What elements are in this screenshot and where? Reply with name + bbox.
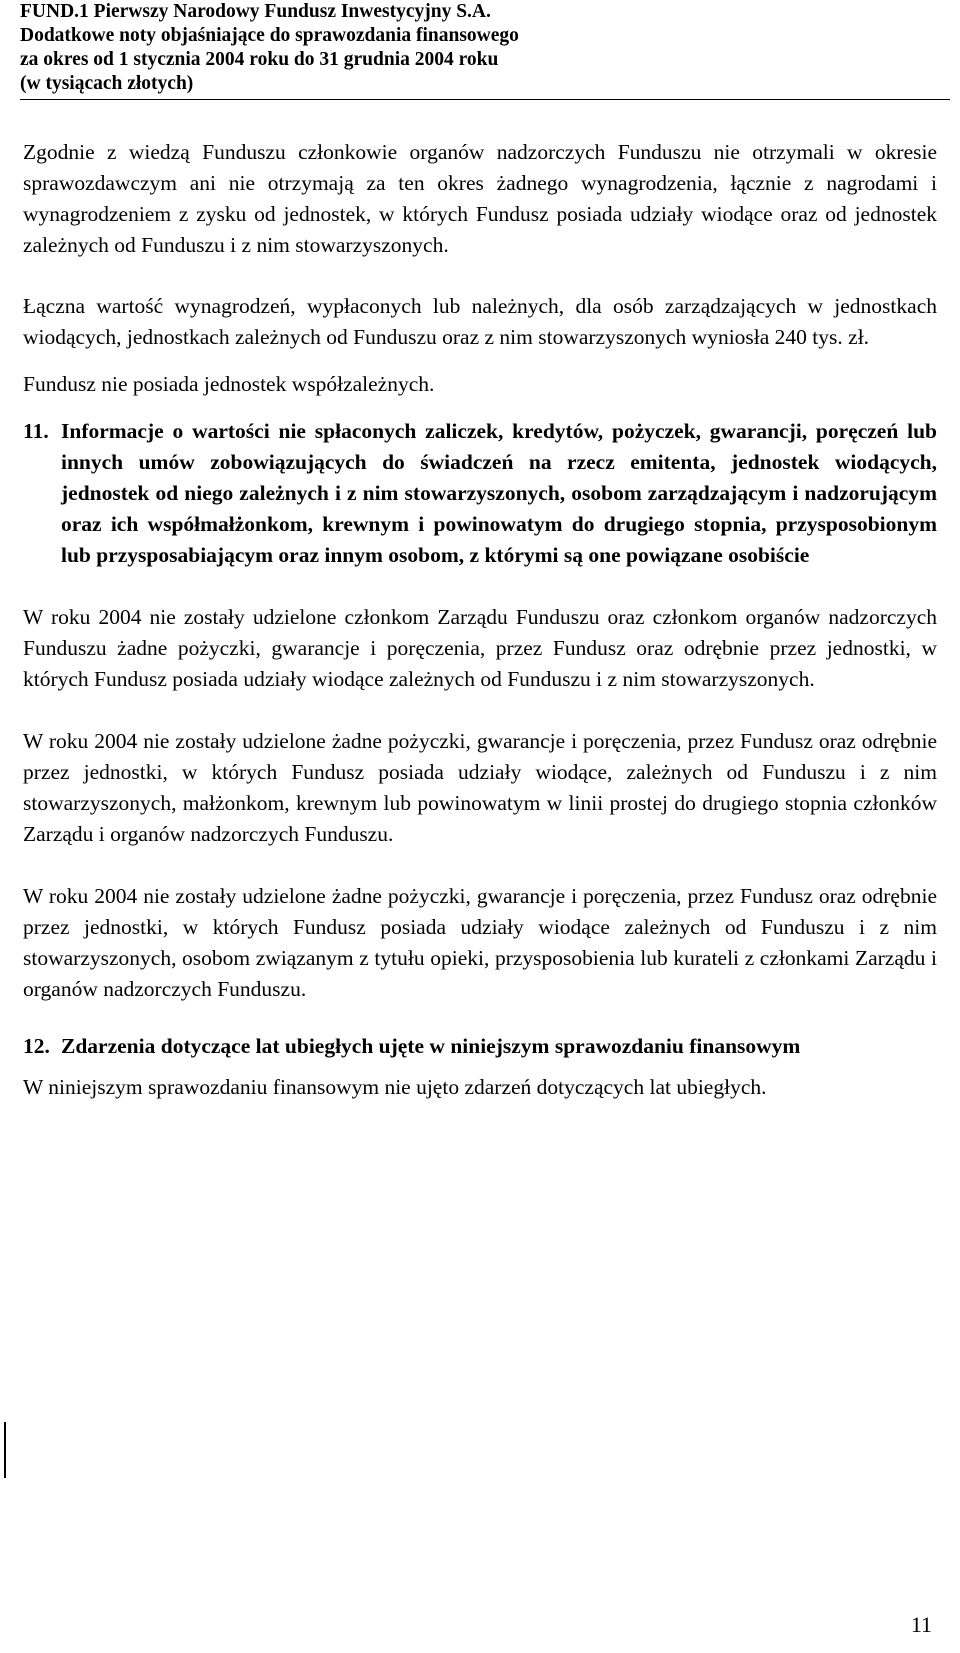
section-11-title: Informacje o wartości nie spłaconych zaliczek, kredytów, pożyczek, gwarancji, poręczeń lub innych umów zobowiązujących do świadczeń na rzecz emitenta, jednostek wiodących, jednostek od niego zależnych i z nim stowarzyszonych, osobom zarządzającym i nadzorującym oraz ich współmałżonkom, krewnym i powinowatym do drugiego stopnia, przysposobionym lub przysposabiającym oraz innym osobom, z którymi są one powiązane osobiście xyxy=(61,419,937,567)
section-12-heading xyxy=(23,1031,937,1062)
paragraph-loans-guardianship: W roku 2004 nie zostały udzielone żadne pożyczki, gwarancje i poręczenia, przez Fundusz oraz odrębnie przez jednostki, w których Fundusz posiada udziały wiodące zależnych od Funduszu i z nim stowarzyszonych, osobom związanym z tytułu opieki, przysposobienia lub kurateli z członkami Zarządu i organów nadzorczych Funduszu. xyxy=(23,884,937,1001)
header-period: za okres od 1 stycznia 2004 roku do 31 grudnia 2004 roku xyxy=(20,49,499,70)
paragraph-loans-relatives: W roku 2004 nie zostały udzielone żadne pożyczki, gwarancje i poręczenia, przez Fundusz oraz odrębnie przez jednostki, w których Fundusz posiada udziały wiodące, zależnych od Funduszu i z nim stowarzyszonych, małżonkom, krewnym lub powinowatym w linii prostej do drugiego stopnia członków Zarządu i organów nadzorczych Funduszu. xyxy=(23,729,937,846)
header-units: (w tysiącach złotych) xyxy=(20,73,194,94)
document-body xyxy=(23,137,937,1103)
paragraph-joint-ventures: Fundusz nie posiada jednostek współzależnych. xyxy=(23,372,435,396)
page-number: 11 xyxy=(910,1612,932,1637)
header-notes-title: Dodatkowe noty objaśniające do sprawozdania finansowego xyxy=(20,25,519,46)
paragraph-prior-year-events: W niniejszym sprawozdaniu finansowym nie ujęto zdarzeń dotyczących lat ubiegłych. xyxy=(23,1075,767,1099)
section-11-number: 11. xyxy=(23,419,49,443)
header-company-name: FUND.1 Pierwszy Narodowy Fundusz Inwestycyjny S.A. xyxy=(20,1,491,22)
document-header xyxy=(20,0,950,100)
paragraph-management-remuneration: Łączna wartość wynagrodzeń, wypłaconych lub należnych, dla osób zarządzających w jednostkach wiodących, jednostkach zależnych od Funduszu oraz z nim stowarzyszonych wyniosła 240 tys. zł. xyxy=(23,294,937,349)
margin-change-bar xyxy=(4,1422,6,1478)
paragraph-loans-management: W roku 2004 nie zostały udzielone członkom Zarządu Funduszu oraz członkom organów nadzorczych Funduszu żadne pożyczki, gwarancje i poręczenia, przez Fundusz oraz odrębnie przez jednostki, w których Fundusz posiada udziały wiodące zależnych od Funduszu i z nim stowarzyszonych. xyxy=(23,605,937,691)
section-12-number: 12. xyxy=(23,1034,50,1058)
section-11-heading xyxy=(23,416,937,571)
paragraph-supervisory-remuneration: Zgodnie z wiedzą Funduszu członkowie organów nadzorczych Funduszu nie otrzymali w okresie sprawozdawczym ani nie otrzymają za ten okres żadnego wynagrodzenia, łącznie z nagrodami i wynagrodzeniem z zysku od jednostek, w których Fundusz posiada udziały wiodące oraz od jednostek zależnych od Funduszu i z nim stowarzyszonych. xyxy=(23,140,937,257)
section-12-title: Zdarzenia dotyczące lat ubiegłych ujęte w niniejszym sprawozdaniu finansowym xyxy=(61,1034,801,1058)
